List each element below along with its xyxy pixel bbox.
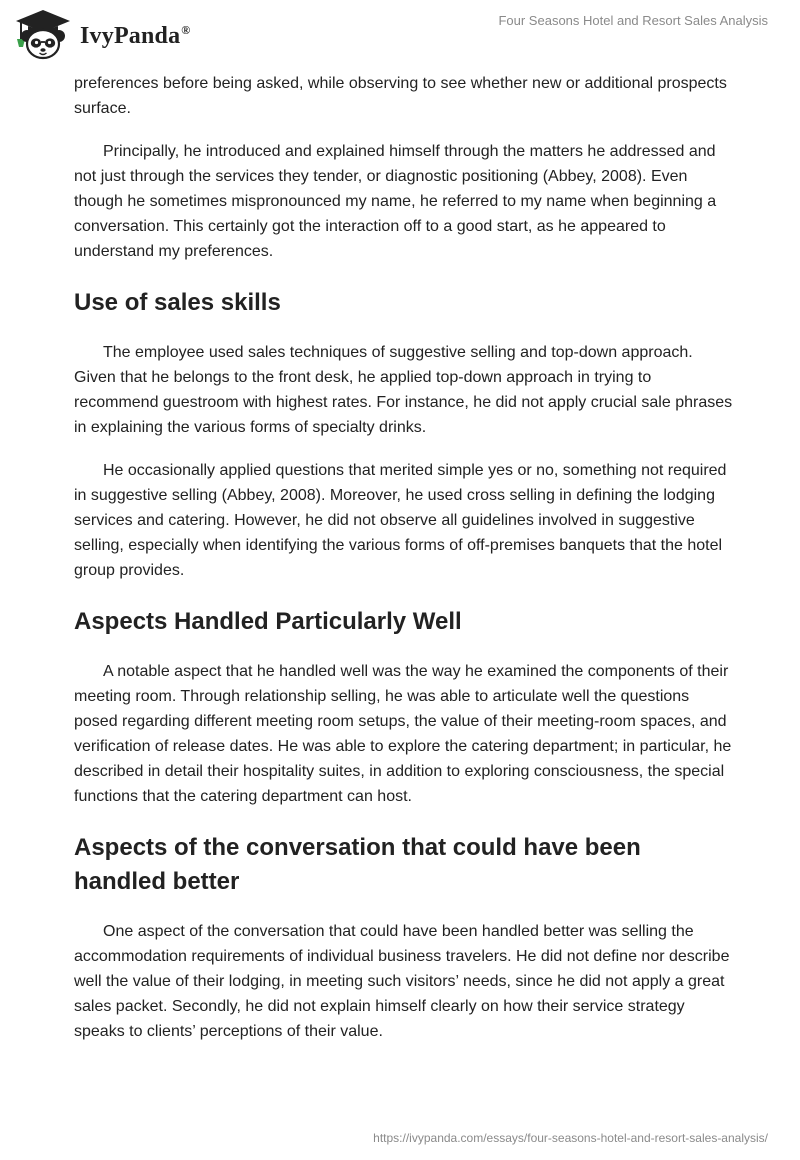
paragraph-business-travelers: One aspect of the conversation that could have been handled better was selling the accommodation requirements of individual business travelers. He did not define nor describe well the value of their lodging, in meeting such visitors’ needs, since he did not apply a great sales packet. Secondly, he did not explain himself clearly on how their service strategy speaks to clients’ perceptions of their value.: [74, 923, 730, 1040]
paragraph-suggestive-selling: He occasionally applied questions that merited simple yes or no, something not required in suggestive selling (Abbey, 2008). Moreover, he used cross selling in defining the lodging services and catering. However, he did not observe all guidelines involved in suggestive selling, especially when identifying the various forms of off-premises banquets that the hotel group provides.: [74, 462, 727, 579]
paragraph-meeting-room: A notable aspect that he handled well was the way he examined the components of their meeting room. Through relationship selling, he was able to articulate well the questions posed regarding different meeting room setups, the value of their meeting-room spaces, and verification of release dates. He was able to explore the catering department; in particular, he described in detail their hospitality suites, in addition to exploring consciousness, the special functions that the catering department can host.: [74, 663, 732, 805]
logo-name: IvyPanda: [80, 22, 181, 49]
source-url[interactable]: https://ivypanda.com/essays/four-seasons-hotel-and-resort-sales-analysis/: [373, 1131, 768, 1145]
heading-aspects-handled-well: Aspects Handled Particularly Well: [74, 608, 462, 635]
heading-aspects-handled-better: Aspects of the conversation that could have been handled better: [74, 834, 641, 895]
heading-use-of-sales-skills: Use of sales skills: [74, 289, 281, 316]
paragraph-intro-continued: preferences before being asked, while observing to see whether new or additional prospects surface.: [74, 75, 727, 117]
document-title: Four Seasons Hotel and Resort Sales Analysis: [498, 13, 768, 28]
paragraph-intro: Principally, he introduced and explained himself through the matters he addressed and not just through the services they tender, or diagnostic positioning (Abbey, 2008). Even though he sometimes mispronounced my name, he referred to my name when beginning a conversation. This certainly got the interaction off to a good start, as he appeared to understand my preferences.: [74, 143, 717, 260]
page-header: [0, 0, 800, 70]
ivypanda-logo[interactable]: [12, 8, 190, 60]
logo-wordmark: [80, 23, 190, 50]
essay-content: [74, 70, 734, 1062]
logo-registered-mark: ®: [181, 22, 191, 37]
panda-graduation-cap-icon: [12, 8, 74, 60]
paragraph-sales-techniques: The employee used sales techniques of suggestive selling and top-down approach. Given that he belongs to the front desk, he applied top-down approach in trying to recommend guestroom with highest rates. For instance, he did not apply crucial sale phrases in explaining the various forms of specialty drinks.: [74, 344, 733, 436]
